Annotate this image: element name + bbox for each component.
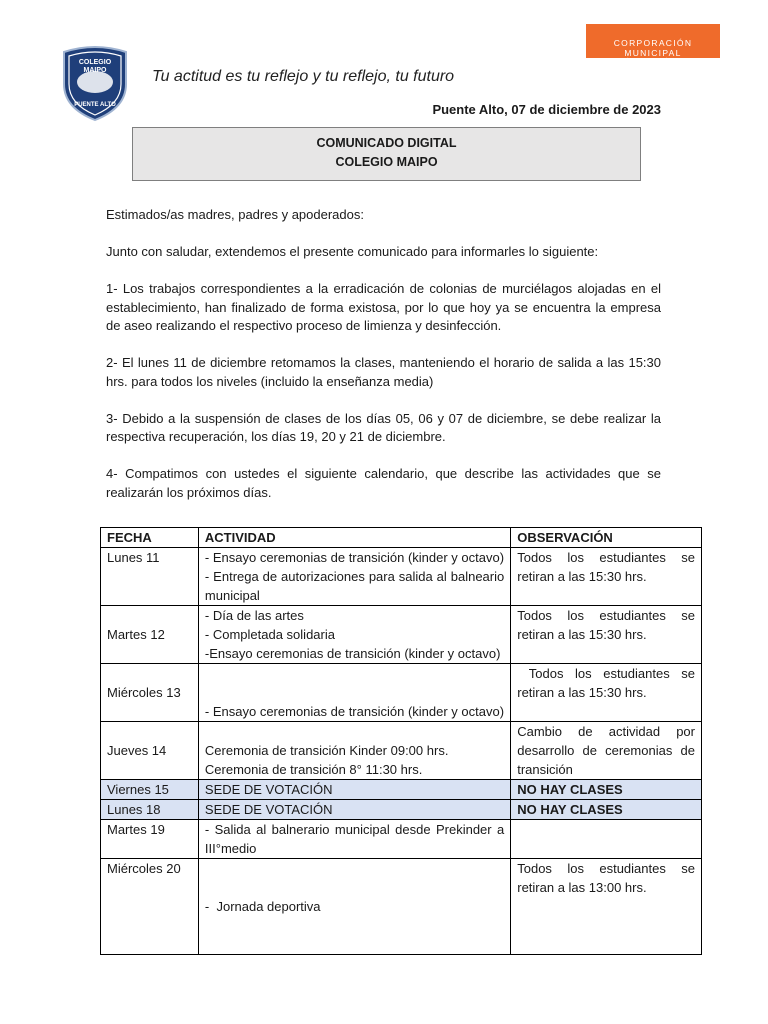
cell-fecha: Martes 19 bbox=[101, 820, 199, 859]
table-row bbox=[101, 606, 702, 664]
cell-fecha: Martes 12 bbox=[101, 606, 199, 664]
header-actividad: ACTIVIDAD bbox=[198, 528, 510, 548]
cell-observacion: Todos los estudiantes se retiran a las 15:30 hrs. bbox=[511, 606, 702, 664]
cell-actividad bbox=[198, 800, 510, 820]
cell-actividad bbox=[198, 548, 510, 606]
activity-item: -Ensayo ceremonias de transición (kinder y octavo) bbox=[204, 646, 501, 661]
header-fecha: FECHA bbox=[101, 528, 199, 548]
activity-item: - Completada solidaria bbox=[204, 627, 335, 642]
letter-body bbox=[106, 206, 661, 521]
cell-observacion: NO HAY CLASES bbox=[511, 780, 702, 800]
document-date: Puente Alto, 07 de diciembre de 2023 bbox=[432, 102, 661, 117]
table-row bbox=[101, 722, 702, 780]
title-box bbox=[132, 127, 641, 181]
activity-item: - Día de las artes bbox=[204, 608, 304, 623]
cell-fecha: Lunes 18 bbox=[101, 800, 199, 820]
cell-observacion: Todos los estudiantes se retiran a las 15:30 hrs. bbox=[511, 664, 702, 722]
cell-fecha: Jueves 14 bbox=[101, 722, 199, 780]
cell-fecha: Miércoles 20 bbox=[101, 859, 199, 955]
cell-observacion: NO HAY CLASES bbox=[511, 800, 702, 820]
cell-fecha: Lunes 11 bbox=[101, 548, 199, 606]
activity-item: - Jornada deportiva bbox=[204, 899, 321, 914]
table-row bbox=[101, 820, 702, 859]
activity-item: Ceremonia de transición 8° 11:30 hrs. bbox=[204, 762, 423, 777]
greeting: Estimados/as madres, padres y apoderados: bbox=[106, 207, 364, 222]
paragraph-1: 1- Los trabajos correspondientes a la erradicación de colonias de murciélagos alojadas en el establecimiento, han finalizado de forma existosa, por lo que hoy ya se encuentra la empresa de aseo realizando el respectivo proceso de limienza y desinfección. bbox=[106, 281, 661, 333]
intro-paragraph: Junto con saludar, extendemos el presente comunicado para informarles lo siguiente: bbox=[106, 244, 599, 259]
table-row bbox=[101, 859, 702, 955]
cell-actividad bbox=[198, 859, 510, 955]
school-motto: Tu actitud es tu reflejo y tu reflejo, tu futuro bbox=[152, 68, 455, 85]
cell-fecha: Miércoles 13 bbox=[101, 664, 199, 722]
activity-item: SEDE DE VOTACIÓN bbox=[204, 802, 333, 817]
activity-item: - Ensayo ceremonias de transición (kinder y octavo) bbox=[204, 704, 505, 719]
activity-item: SEDE DE VOTACIÓN bbox=[204, 782, 333, 797]
cell-fecha: Viernes 15 bbox=[101, 780, 199, 800]
cell-actividad bbox=[198, 780, 510, 800]
cell-actividad bbox=[198, 722, 510, 780]
cell-actividad bbox=[198, 664, 510, 722]
table-row bbox=[101, 800, 702, 820]
activity-item: - Entrega de autorizaciones para salida al balneario municipal bbox=[204, 569, 505, 603]
logo-text-mid: MAIPO bbox=[83, 67, 107, 74]
cell-observacion: Cambio de actividad por desarrollo de ceremonias de transición bbox=[511, 722, 702, 780]
cell-observacion: Todos los estudiantes se retiran a las 13:00 hrs. bbox=[511, 859, 702, 955]
table-header-row bbox=[101, 528, 702, 548]
school-logo bbox=[58, 44, 132, 122]
cell-actividad bbox=[198, 606, 510, 664]
activity-item: - Salida al balnerario municipal desde Prekinder a III°medio bbox=[204, 822, 505, 856]
corporation-title: CORPORACIÓN MUNICIPAL bbox=[613, 38, 693, 58]
table-row bbox=[101, 548, 702, 606]
logo-text-top: COLEGIO bbox=[78, 59, 112, 66]
paragraph-4: 4- Compatimos con ustedes el siguiente calendario, que describe las actividades que se realizarán los próximos días. bbox=[106, 466, 661, 500]
corporation-subtitle: EDUCACIÓN, SALUD Y ATENCIÓN DE MENORES bbox=[608, 58, 698, 62]
activity-item: Ceremonia de transición Kinder 09:00 hrs. bbox=[204, 743, 449, 758]
cell-actividad bbox=[198, 820, 510, 859]
paragraph-2: 2- El lunes 11 de diciembre retomamos la clases, manteniendo el horario de salida a las 15:30 hrs. para todos los niveles (incluido la enseñanza media) bbox=[106, 355, 661, 389]
title-line-2: COLEGIO MAIPO bbox=[335, 155, 438, 169]
table-row bbox=[101, 780, 702, 800]
activity-calendar-table bbox=[100, 527, 702, 955]
activity-item: - Ensayo ceremonias de transición (kinder y octavo) bbox=[204, 550, 505, 565]
header-observacion: OBSERVACIÓN bbox=[511, 528, 702, 548]
paragraph-3: 3- Debido a la suspensión de clases de los días 05, 06 y 07 de diciembre, se debe realizar la respectiva recuperación, los días 19, 20 y 21 de diciembre. bbox=[106, 410, 661, 444]
table-row bbox=[101, 664, 702, 722]
logo-text-bottom: PUENTE ALTO bbox=[74, 102, 116, 108]
corporation-logo bbox=[586, 24, 720, 62]
title-line-1: COMUNICADO DIGITAL bbox=[316, 136, 457, 150]
cell-observacion: Todos los estudiantes se retiran a las 15:30 hrs. bbox=[511, 548, 702, 606]
cell-observacion bbox=[511, 820, 702, 859]
